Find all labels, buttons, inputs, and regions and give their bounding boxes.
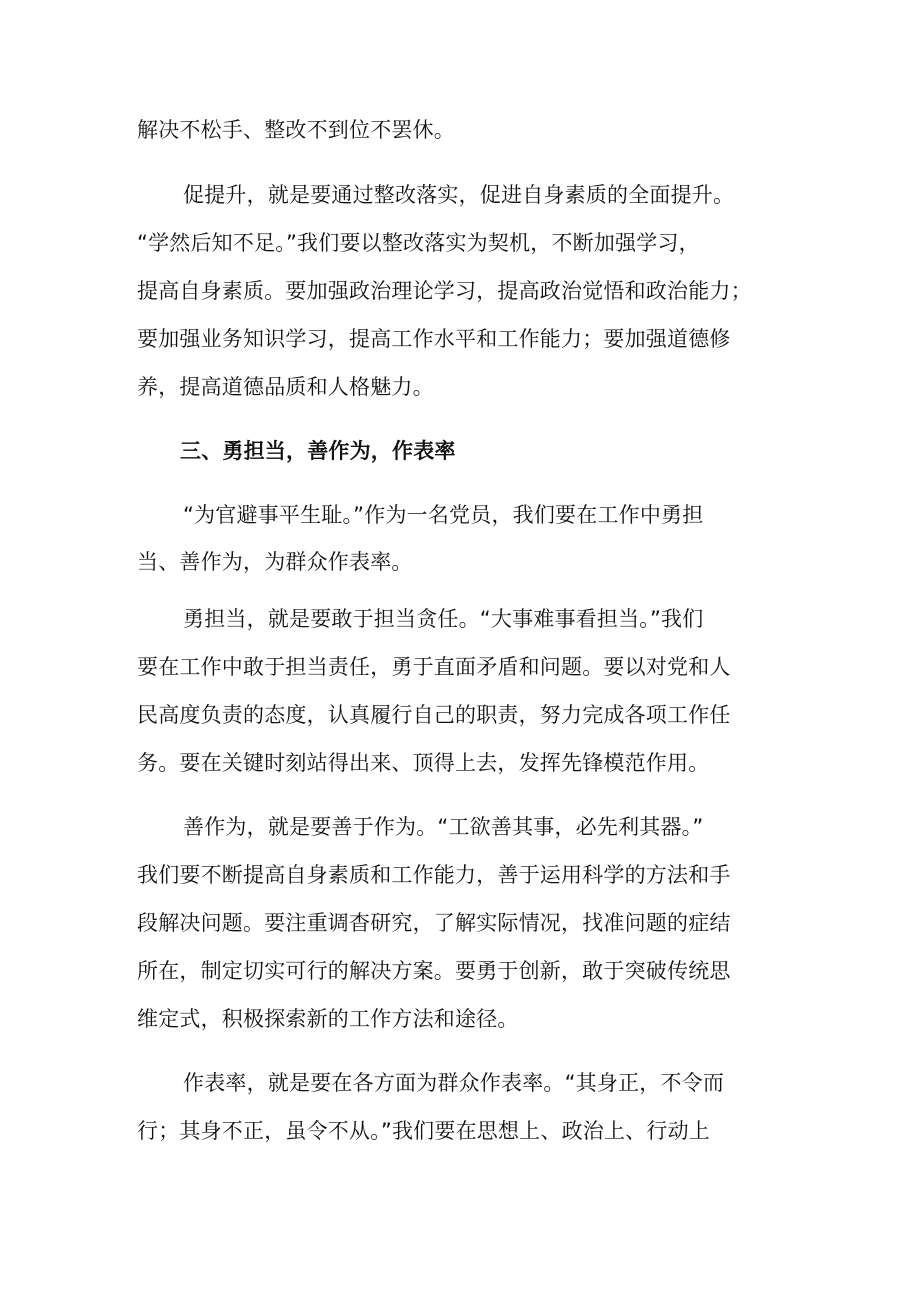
paragraph-line: 行；其身不正，虽令不从。”我们要在思想上、政治上、行动上 (137, 1119, 710, 1143)
paragraph-line: 要加强业务知识学习，提高工作水平和工作能力；要加强道德修 (137, 327, 731, 351)
paragraph-line: 维定式，积极探索新的工作方法和途径。 (137, 1007, 519, 1031)
paragraph-line: “为官避事平生耻。”作为一名党员，我们要在工作中勇担 (183, 503, 704, 527)
paragraph-line: 养，提高道德品质和人格魅力。 (137, 375, 434, 399)
paragraph-line: 民高度负责的态度，认真履行自己的职责，努力完成各项工作任 (137, 703, 731, 727)
paragraph-line: 解决不松手、整改不到位不罢休。 (137, 118, 455, 142)
paragraph-line: 务。要在关键时刻站得出来、顶得上去，发挥先锋模范作用。 (137, 751, 710, 775)
section-heading: 三、勇担当，善作为，作表率 (180, 439, 456, 463)
paragraph-line: 勇担当，就是要敢于担当贪任。“大事难事看担当。”我们 (183, 607, 704, 631)
paragraph-line: 善作为，就是要善于作为。“工欲善其事，必先利其器。” (183, 815, 704, 839)
paragraph-line: 段解决问题。要注重调杳研究，了解实际情况，找准问题的症结 (137, 911, 731, 935)
paragraph-line: 当、善作为，为群众作表率。 (137, 550, 413, 574)
paragraph-line: “学然后知不足。”我们要以整改落实为契机，不断加强学习， (137, 231, 700, 255)
paragraph-line: 作表率，就是要在各方面为群众作表率。“其身正，不令而 (183, 1071, 725, 1095)
paragraph-line: 所在，制定切实可行的解决方案。要勇于创新，敢于突破传统思 (137, 959, 731, 983)
paragraph-line: 我们要不断提高自身素质和工作能力，善于运用科学的方法和手 (137, 863, 731, 887)
paragraph-line: 提高自身素质。要加强政治理论学习，提高政治觉悟和政治能力； (137, 279, 752, 303)
paragraph-line: 促提升，就是要通过整改落实，促进自身素质的全面提升。 (183, 183, 735, 207)
paragraph-line: 要在工作中敢于担当责任，勇于直面矛盾和问题。要以对党和人 (137, 655, 731, 679)
